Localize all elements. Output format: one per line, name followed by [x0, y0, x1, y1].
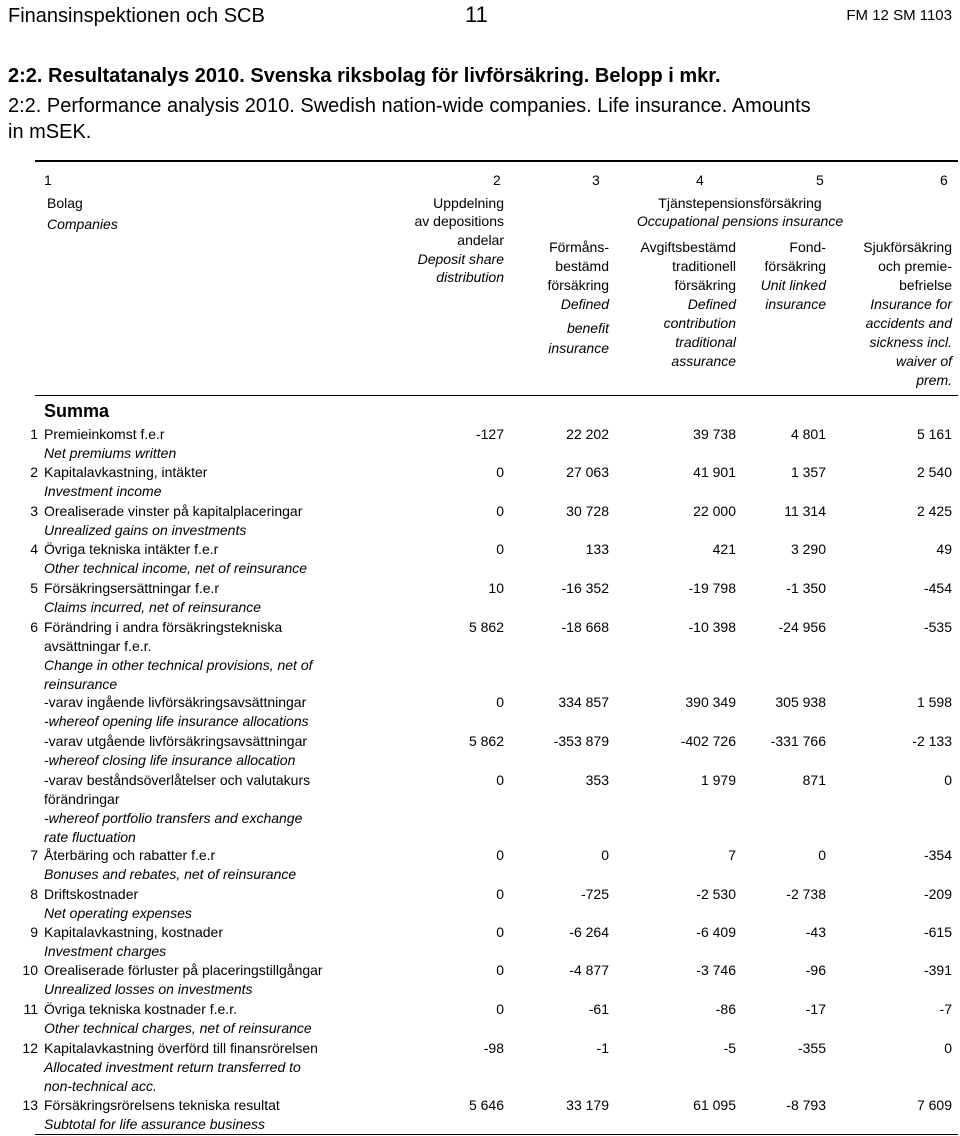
row-label-sv: Försäkringsrörelsens tekniska resultat [44, 1097, 280, 1113]
row-label-en: reinsurance [44, 676, 118, 692]
col-number-2: 2 [493, 172, 501, 188]
row-label-en: Unrealized gains on investments [44, 522, 247, 538]
value-sickness-insurance: 2 540 [916, 464, 952, 480]
row-label-sv: Driftskostnader [44, 886, 139, 902]
value-defined-benefit: -4 877 [569, 962, 609, 978]
col3-header-sv-1: Förmåns- [549, 239, 609, 255]
value-unit-linked: -24 956 [778, 619, 826, 635]
title-english-line1: 2:2. Performance analysis 2010. Swedish nation-wide companies. Life insurance. Amounts [8, 95, 811, 117]
value-sickness-insurance: -454 [923, 580, 952, 596]
row-label-en: Subtotal for life assurance business [44, 1116, 266, 1132]
row-number: 4 [30, 541, 38, 557]
value-defined-contribution: -5 [723, 1040, 736, 1056]
value-sickness-insurance: -2 133 [912, 733, 952, 749]
col3-header-sv-3: försäkring [547, 277, 609, 293]
value-deposit-share: 0 [496, 503, 504, 519]
value-defined-contribution: 390 349 [685, 694, 736, 710]
header-publisher: Finansinspektionen och SCB [8, 5, 265, 27]
value-defined-contribution: -10 398 [688, 619, 736, 635]
col2-header-en-1: Deposit share [417, 251, 504, 267]
value-sickness-insurance: 1 598 [916, 694, 952, 710]
value-deposit-share: 5 646 [468, 1097, 504, 1113]
summa-heading: Summa [44, 401, 110, 421]
value-defined-benefit: -1 [596, 1040, 609, 1056]
row-label-sv: -varav utgående livförsäkringsavsättningar [44, 733, 308, 749]
value-defined-contribution: 22 000 [693, 503, 736, 519]
value-unit-linked: 1 357 [790, 464, 826, 480]
col6-header-sv-2: och premie- [878, 258, 952, 274]
row-label-en: -whereof closing life insurance allocation [44, 752, 296, 768]
value-sickness-insurance: 2 425 [916, 503, 952, 519]
row-label-en: Claims incurred, net of reinsurance [44, 599, 262, 615]
value-defined-contribution: 7 [728, 847, 736, 863]
value-deposit-share: 0 [496, 694, 504, 710]
col5-header-en-2: insurance [765, 296, 826, 312]
value-sickness-insurance: 0 [944, 772, 952, 788]
row-label-en: Investment income [44, 483, 162, 499]
col1-header-sv: Bolag [47, 195, 83, 211]
row-label-en: Change in other technical provisions, net of [44, 657, 313, 673]
value-unit-linked: -96 [805, 962, 826, 978]
col-number-1: 1 [44, 172, 52, 188]
value-deposit-share: 0 [496, 1001, 504, 1017]
row-label-en: -whereof portfolio transfers and exchange [44, 810, 303, 826]
col6-header-en-4: waiver of [895, 353, 952, 369]
value-unit-linked: -331 766 [770, 733, 826, 749]
value-defined-contribution: -86 [715, 1001, 736, 1017]
col6-header-sv-1: Sjukförsäkring [863, 239, 952, 255]
col4-header-en-3: traditional [675, 334, 736, 350]
row-label-sv: Orealiserade förluster på placeringstillgångar [44, 962, 323, 978]
value-unit-linked: 11 314 [784, 503, 826, 519]
row-label-sv: -varav ingående livförsäkringsavsättningar [44, 694, 307, 710]
col6-header-en-3: sickness incl. [869, 334, 952, 350]
value-defined-contribution: -3 746 [696, 962, 736, 978]
col3-header-sv-2: bestämd [555, 258, 609, 274]
value-defined-benefit: -18 668 [561, 619, 609, 635]
col-number-3: 3 [592, 172, 600, 188]
value-sickness-insurance: 5 161 [916, 426, 952, 442]
row-label-sv: Kapitalavkastning, intäkter [44, 464, 208, 480]
page-number: 11 [465, 2, 488, 27]
col4-header-sv-3: försäkring [674, 277, 736, 293]
value-unit-linked: 0 [818, 847, 826, 863]
col5-header-sv-1: Fond- [789, 239, 826, 255]
row-label-sv: Kapitalavkastning överförd till finansrörelsen [44, 1040, 318, 1056]
group-header-en: Occupational pensions insurance [636, 213, 844, 229]
row-label-en: Other technical income, net of reinsurance [44, 560, 308, 576]
value-defined-benefit: 27 063 [566, 464, 609, 480]
row-label-en: Investment charges [44, 943, 167, 959]
value-defined-contribution: -6 409 [696, 924, 736, 940]
title-english-line2: in mSEK. [8, 121, 92, 143]
col2-header-sv-3: andelar [457, 232, 504, 248]
value-defined-benefit: -6 264 [569, 924, 609, 940]
row-label-sv: Försäkringsersättningar f.e.r [44, 580, 220, 596]
col4-header-en-4: assurance [671, 353, 736, 369]
row-label-en: Unrealized losses on investments [44, 981, 253, 997]
row-label-en: Bonuses and rebates, net of reinsurance [44, 866, 297, 882]
row-label-sv: avsättningar f.e.r. [44, 638, 152, 654]
value-sickness-insurance: 0 [944, 1040, 952, 1056]
value-defined-benefit: 22 202 [566, 426, 609, 442]
value-defined-benefit: 334 857 [558, 694, 609, 710]
col6-header-en-5: prem. [916, 372, 952, 388]
row-number: 2 [30, 464, 38, 480]
row-number: 11 [23, 1001, 38, 1017]
value-deposit-share: 10 [488, 580, 504, 596]
value-sickness-insurance: -7 [939, 1001, 952, 1017]
row-label-sv: Övriga tekniska kostnader f.e.r. [44, 1001, 237, 1017]
table-header-rule [35, 395, 958, 396]
row-number: 9 [30, 924, 38, 940]
value-sickness-insurance: -209 [923, 886, 952, 902]
row-label-en: -whereof opening life insurance allocations [44, 713, 309, 729]
col3-header-en-1: Defined [560, 296, 609, 312]
col4-header-en-1: Defined [687, 296, 736, 312]
value-unit-linked: -8 793 [786, 1097, 826, 1113]
value-deposit-share: 0 [496, 847, 504, 863]
value-sickness-insurance: 49 [936, 541, 952, 557]
col2-header-sv-1: Uppdelning [433, 195, 504, 211]
value-defined-benefit: -16 352 [561, 580, 609, 596]
col-number-5: 5 [816, 172, 824, 188]
col6-header-sv-3: befrielse [899, 277, 952, 293]
value-deposit-share: -98 [483, 1040, 504, 1056]
value-deposit-share: 0 [496, 541, 504, 557]
value-defined-benefit: 353 [585, 772, 609, 788]
row-label-sv: förändringar [44, 791, 120, 807]
col6-header-en-1: Insurance for [870, 296, 952, 312]
row-number: 10 [22, 962, 38, 978]
value-defined-contribution: -2 530 [696, 886, 736, 902]
value-deposit-share: 0 [496, 772, 504, 788]
value-sickness-insurance: -354 [923, 847, 952, 863]
value-deposit-share: 5 862 [468, 733, 504, 749]
value-sickness-insurance: -615 [923, 924, 952, 940]
value-defined-benefit: -61 [588, 1001, 609, 1017]
row-label-en: Allocated investment return transferred to [44, 1059, 301, 1075]
row-number: 1 [30, 426, 38, 442]
value-deposit-share: 0 [496, 464, 504, 480]
value-unit-linked: -43 [805, 924, 826, 940]
value-deposit-share: 0 [496, 924, 504, 940]
row-label-sv: Övriga tekniska intäkter f.e.r [44, 541, 219, 557]
value-unit-linked: 871 [802, 772, 826, 788]
value-unit-linked: -2 738 [786, 886, 826, 902]
col4-header-sv-2: traditionell [672, 258, 736, 274]
row-label-sv: -varav beståndsöverlåtelser och valutakurs [44, 772, 311, 788]
value-defined-contribution: 41 901 [693, 464, 736, 480]
value-defined-benefit: 33 179 [566, 1097, 609, 1113]
value-deposit-share: 0 [496, 886, 504, 902]
col2-header-en-2: distribution [436, 269, 504, 285]
value-deposit-share: -127 [475, 426, 504, 442]
value-defined-benefit: -725 [580, 886, 609, 902]
title-swedish: 2:2. Resultatanalys 2010. Svenska riksbolag för livförsäkring. Belopp i mkr. [8, 65, 721, 87]
value-unit-linked: -355 [797, 1040, 826, 1056]
table-top-rule [35, 160, 958, 162]
row-label-en: Net premiums written [44, 445, 177, 461]
value-sickness-insurance: -391 [923, 962, 952, 978]
col-number-6: 6 [940, 172, 948, 188]
row-number: 8 [30, 886, 38, 902]
value-defined-contribution: 39 738 [693, 426, 736, 442]
col5-header-en-1: Unit linked [760, 277, 826, 293]
row-label-en: rate fluctuation [44, 829, 136, 845]
row-label-sv: Återbäring och rabatter f.e.r [44, 847, 216, 863]
value-defined-contribution: -19 798 [688, 580, 736, 596]
value-defined-contribution: 1 979 [700, 772, 736, 788]
value-unit-linked: -1 350 [786, 580, 826, 596]
value-unit-linked: 3 290 [790, 541, 826, 557]
row-label-sv: Kapitalavkastning, kostnader [44, 924, 223, 940]
col5-header-sv-2: försäkring [764, 258, 826, 274]
value-defined-contribution: 61 095 [693, 1097, 736, 1113]
value-unit-linked: 4 801 [790, 426, 826, 442]
col6-header-en-2: accidents and [865, 315, 952, 331]
value-defined-benefit: 30 728 [566, 503, 609, 519]
row-number: 13 [22, 1097, 38, 1113]
group-header-sv: Tjänstepensionsförsäkring [658, 195, 822, 211]
row-label-sv: Förändring i andra försäkringstekniska [44, 619, 283, 635]
value-defined-contribution: 421 [712, 541, 736, 557]
col2-header-sv-2: av depositions [414, 213, 504, 229]
row-label-en: Net operating expenses [44, 905, 192, 921]
value-sickness-insurance: -535 [923, 619, 952, 635]
table-bottom-rule [35, 1134, 958, 1135]
value-defined-benefit: 133 [585, 541, 609, 557]
value-deposit-share: 0 [496, 962, 504, 978]
value-defined-benefit: 0 [601, 847, 609, 863]
row-number: 6 [30, 619, 38, 635]
col4-header-sv-1: Avgiftsbestämd [640, 239, 736, 255]
value-defined-contribution: -402 726 [680, 733, 736, 749]
row-label-sv: Premieinkomst f.e.r [44, 426, 165, 442]
col-number-4: 4 [696, 172, 704, 188]
col1-header-en: Companies [47, 216, 118, 232]
col3-header-en-2: benefit [566, 320, 609, 336]
row-number: 5 [30, 580, 38, 596]
row-label-sv: Orealiserade vinster på kapitalplaceringar [44, 503, 303, 519]
col4-header-en-2: contribution [663, 315, 736, 331]
document-code: FM 12 SM 1103 [846, 7, 952, 24]
row-label-en: Other technical charges, net of reinsurance [44, 1020, 312, 1036]
value-defined-benefit: -353 879 [553, 733, 609, 749]
row-number: 7 [30, 847, 38, 863]
row-number: 12 [22, 1040, 38, 1056]
row-number: 3 [30, 503, 38, 519]
col3-header-en-3: insurance [548, 340, 609, 356]
value-deposit-share: 5 862 [468, 619, 504, 635]
value-unit-linked: 305 938 [775, 694, 826, 710]
value-sickness-insurance: 7 609 [916, 1097, 952, 1113]
value-unit-linked: -17 [805, 1001, 826, 1017]
row-label-en: non-technical acc. [44, 1078, 157, 1094]
